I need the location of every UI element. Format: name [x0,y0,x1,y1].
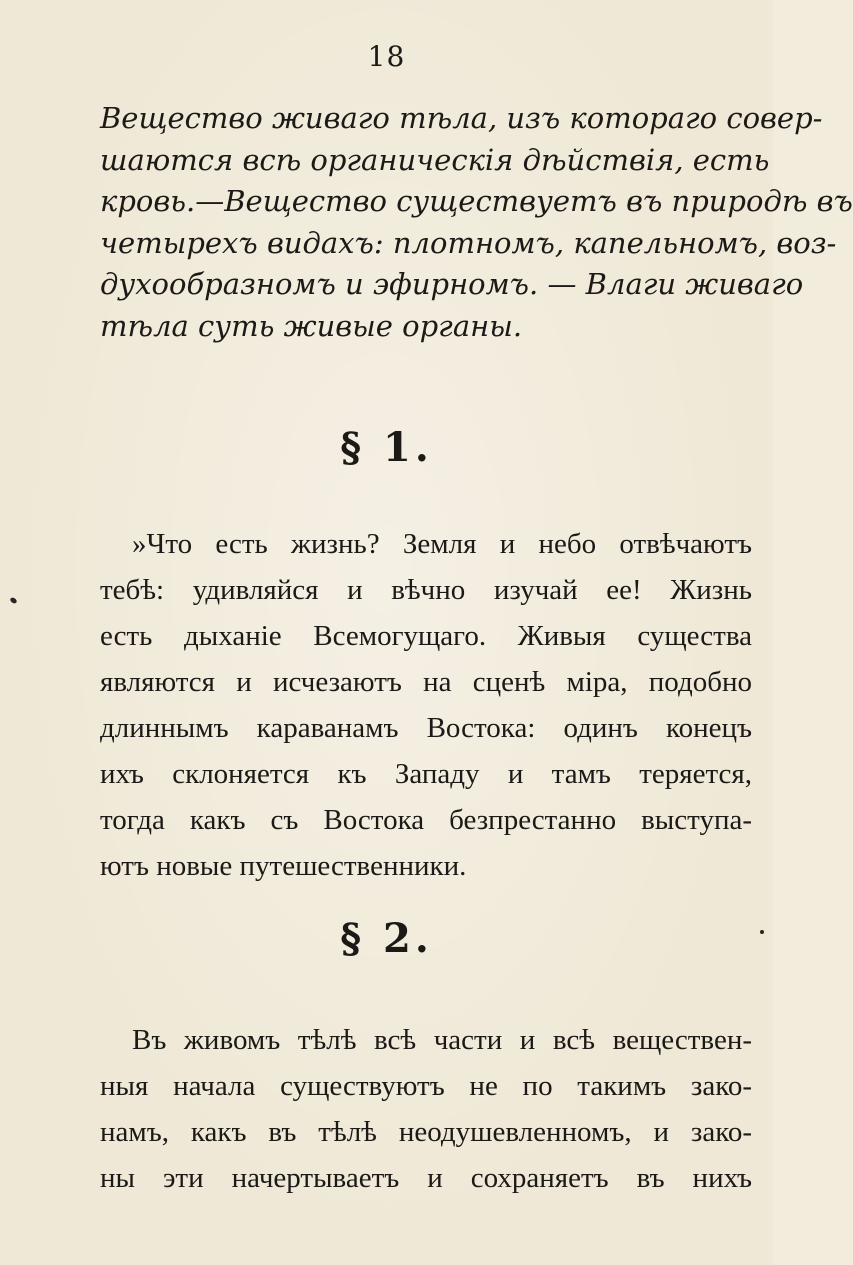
intro-line: Вещество живаго тѣла, изъ котораго совер- [100,101,823,135]
paragraph-line: ныя начала существуютъ не по такимъ зако- [100,1070,752,1102]
paragraph-line: тогда какъ съ Востока безпрестанно выступа- [100,804,752,836]
intro-line: четырехъ видахъ: плотномъ, капельномъ, воз- [100,225,837,260]
intro-line: шаются всѣ органическія дѣйствія, есть [100,142,770,177]
paragraph-line: ны эти начертываетъ и сохраняетъ въ нихъ [100,1162,752,1194]
paragraph-line: ютъ новые путешественники. [100,850,467,882]
intro-line: духообразномъ и эфирномъ. — Влаги живаго [100,267,804,301]
paragraph-line: тебѣ: удивляйся и вѣчно изучай ее! Жизнь [100,574,752,606]
paragraph-line: являются и исчезаютъ на сценѣ міра, подобно [100,666,752,698]
paragraph-line: длиннымъ караванамъ Востока: одинъ конецъ [100,712,752,744]
paragraph-line: Въ живомъ тѣлѣ всѣ части и всѣ веществен- [132,1024,752,1056]
paragraph-line: »Что есть жизнь? Земля и небо отвѣчаютъ [132,528,752,560]
ink-speck [760,930,764,934]
paragraph-line: намъ, какъ въ тѣлѣ неодушевленномъ, и зако- [100,1116,752,1148]
section-heading-1: § 1. [340,424,433,471]
intro-line: кровь.—Вещество существуетъ въ природѣ въ [100,184,853,218]
intro-paragraph [100,98,853,347]
page-number: 18 [367,40,406,73]
ink-speck [9,596,18,604]
paragraph-line: ихъ склоняется къ Западу и тамъ теряется, [100,758,752,790]
section-1-paragraph [100,521,752,889]
paragraph-line: есть дыханіе Всемогущаго. Живыя существа [100,620,752,652]
section-2-paragraph [100,1017,752,1201]
section-heading-2: § 2. [340,915,433,962]
intro-line: тѣла суть живые органы. [100,308,523,343]
